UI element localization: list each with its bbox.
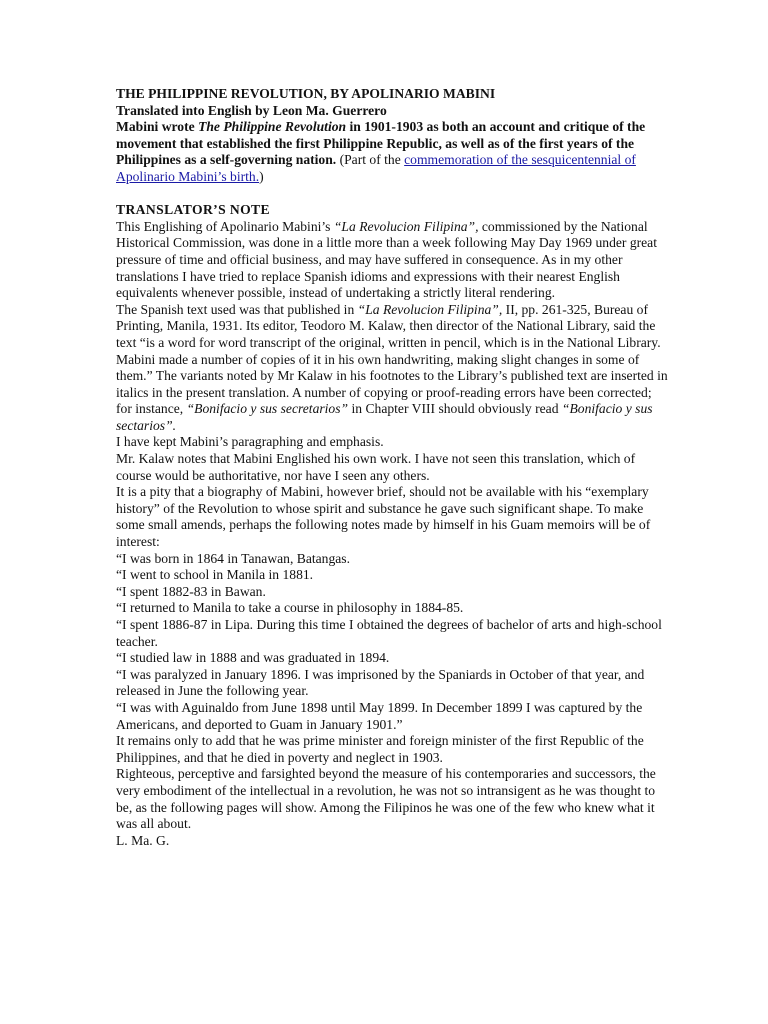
paragraph-3: I have kept Mabini’s paragraphing and emphasis. [116, 434, 384, 450]
translator-credit: Translated into English by Leon Ma. Guerrero [116, 102, 387, 118]
p1-text-a: This Englishing of Apolinario Mabini’s [116, 218, 334, 234]
quote-line: “I went to school in Manila in 1881. [116, 567, 314, 583]
quote-line: “I was born in 1864 in Tanawan, Batangas. [116, 550, 350, 566]
part-of-text-1: (Part of the [336, 152, 405, 168]
intro-text-1: Mabini wrote [116, 119, 199, 135]
p1-italic: “La Revolucion Filipina”, [333, 218, 479, 234]
quote-line: “I studied law in 1888 and was graduated in 1894. [116, 650, 390, 666]
part-of-text-2: ) [259, 168, 264, 184]
intro-paragraph [116, 119, 668, 185]
p2-text-c: in Chapter VIII should obviously read [348, 401, 562, 417]
document-title: THE PHILIPPINE REVOLUTION, BY APOLINARIO MABINI [116, 86, 496, 101]
paragraph-1 [116, 219, 668, 302]
paragraph-6: It remains only to add that he was prime minister and foreign minister of the first Republic of the Philippines, and that he died in poverty and neglect in 1903. [116, 733, 644, 765]
p2-italic-1: “La Revolucion Filipina”, [357, 301, 503, 317]
paragraph-4: Mr. Kalaw notes that Mabini Englished his own work. I have not seen this translation, which of course would be authoritative, nor have I seen any others. [116, 451, 636, 483]
p2-italic-2: “Bonifacio y sus secretarios” [186, 401, 349, 417]
signature: L. Ma. G. [116, 832, 170, 848]
translators-note-heading: TRANSLATOR’S NOTE [116, 202, 270, 218]
quote-line: “I returned to Manila to take a course in philosophy in 1884-85. [116, 600, 464, 616]
quote-line: “I spent 1886-87 in Lipa. During this time I obtained the degrees of bachelor of arts and high-school teacher. [116, 617, 662, 649]
paragraph-2 [116, 302, 668, 435]
paragraph-5: It is a pity that a biography of Mabini, however brief, should not be available with his “exemplary history” of the Revolution to whose spirit and substance he gave such significant shape. To make some small amends, perhaps the following notes made by himself in his Guam memoirs will be of interest: [116, 484, 651, 550]
p2-text-a: The Spanish text used was that published in [116, 301, 358, 317]
quote-line: “I was with Aguinaldo from June 1898 until May 1899. In December 1899 I was captured by the Americans, and deported to Guam in January 1901.” [116, 699, 643, 732]
intro-book-title: The Philippine Revolution [198, 119, 347, 135]
paragraph-7: Righteous, perceptive and farsighted beyond the measure of his contemporaries and successors, the very embodiment of the intellectual in a revolution, he was not so intransigent as he was thought to be, as the following pages will show. Among the Filipinos he was one of the few who knew what it was all about. [116, 766, 656, 832]
p2-text-b: II, pp. 261-325, Bureau of Printing, Manila, 1931. Its editor, Teodoro M. Kalaw, then director of the National Library, said the text “is a word for word transcript of the original, written in pencil, which is in the National Library. Mabini made a number of copies of it in his own handwriting, making slight changes in some of them.” The variants noted by Mr Kalaw in his footnotes to the Library’s published text are inserted in italics in the present translation. A number of copying or proof-reading errors have been corrected; for instance, [116, 301, 668, 417]
quote-line: “I spent 1882-83 in Bawan. [116, 583, 266, 599]
quote-line: “I was paralyzed in January 1896. I was imprisoned by the Spaniards in October of that year, and released in June the following year. [116, 666, 645, 699]
commemoration-link[interactable]: commemoration of the sesquicentennial of Apolinario Mabini’s birth. [116, 152, 636, 184]
intro-text-2: in 1901-1903 as both an account and critique of the movement that established the first Philippine Republic, as well as of the first years of the Philippines as a self-governing nation. [116, 119, 646, 168]
p2-italic-3: “Bonifacio y sus sectarios”. [116, 401, 653, 433]
p1-text-b: commissioned by the National Historical Commission, was done in a little more than a week following May Day 1969 under great pressure of time and official business, and may have suffered in consequence. As in my other translations I have tried to replace Spanish idioms and expressions with their nearest English equivalents whenever possible, instead of undertaking a strictly literal rendering. [116, 218, 657, 301]
